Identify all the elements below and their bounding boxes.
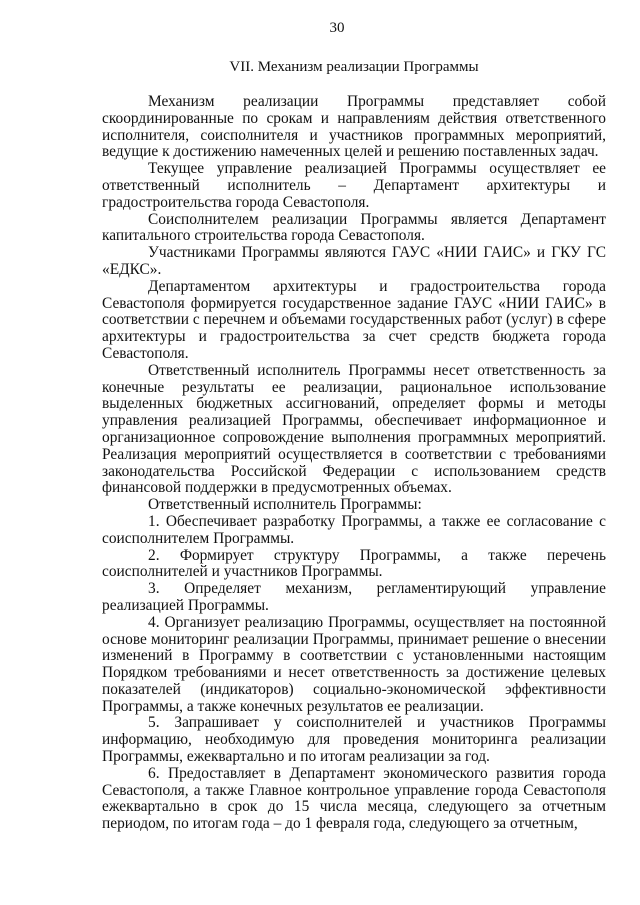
- paragraph: Ответственный исполнитель Программы несет ответственность за конечные результаты ее реализации, рациональное использование выделенных бюджетных ассигнований, определяет формы и методы управления реализацией Программы, обеспечивает информационное и организационное сопровождение выполнения программных мероприятий. Реализация мероприятий осуществляется в соответствии с требованиями законодательства Российской Федерации с использованием средств финансовой поддержки в предусмотренных объемах.: [102, 361, 606, 497]
- paragraph: Участниками Программы являются ГАУС «НИИ ГАИС» и ГКУ ГС «ЕДКС».: [102, 244, 606, 278]
- list-item: 1. Обеспечивает разработку Программы, а также ее согласование с соисполнителем Программы.: [102, 512, 606, 547]
- page-number: 30: [329, 20, 345, 36]
- list-item: 2. Формирует структуру Программы, а также перечень соисполнителей и участников Программы.: [102, 546, 606, 581]
- list-item: 3. Определяет механизм, регламентирующий управление реализацией Программы.: [102, 580, 606, 614]
- document-body: [102, 94, 606, 833]
- list-item: 6. Предоставляет в Департамент экономического развития города Севастополя, а также Главное контрольное управление города Севастополя ежеквартально в срок до 15 числа месяца, следующего за отчетным периодом, по итогам года – до 1 февраля года, следующего за отчетным,: [102, 764, 606, 833]
- paragraph: Механизм реализации Программы представляет собой скоординированные по срокам и направлениям действия ответственного исполнителя, соисполнителя и участников программных мероприятий, ведущие к достижению намеченных целей и решению поставленных задач.: [102, 93, 606, 161]
- list-item: 5. Запрашивает у соисполнителей и участников Программы информацию, необходимую для проведения мониторинга реализации Программы, ежеквартально и по итогам реализации за год.: [102, 714, 606, 766]
- paragraph: Департаментом архитектуры и градостроительства города Севастополя формируется государственное задание ГАУС «НИИ ГАИС» в соответствии с перечнем и объемами государственных работ (услуг) в сфере архитектуры и градостроительства за счет средств бюджета города Севастополя.: [102, 277, 606, 362]
- paragraph: Ответственный исполнитель Программы:: [148, 496, 422, 514]
- list-item: 4. Организует реализацию Программы, осуществляет на постоянной основе мониторинг реализации Программы, принимает решение о внесении изменений в Программу в соответствии с установленными настоящим Порядком требованиями и несет ответственность за достижение целевых показателей (индикаторов) социально-экономической эффективности Программы, а также конечных результатов ее реализации.: [102, 613, 606, 715]
- paragraph: Соисполнителем реализации Программы является Департамент капитального строительства города Севастополя.: [102, 210, 606, 245]
- section-heading: VII. Механизм реализации Программы: [229, 59, 479, 75]
- paragraph: Текущее управление реализацией Программы осуществляет ее ответственный исполнитель – Департамент архитектуры и градостроительства города Севастополя.: [102, 160, 606, 211]
